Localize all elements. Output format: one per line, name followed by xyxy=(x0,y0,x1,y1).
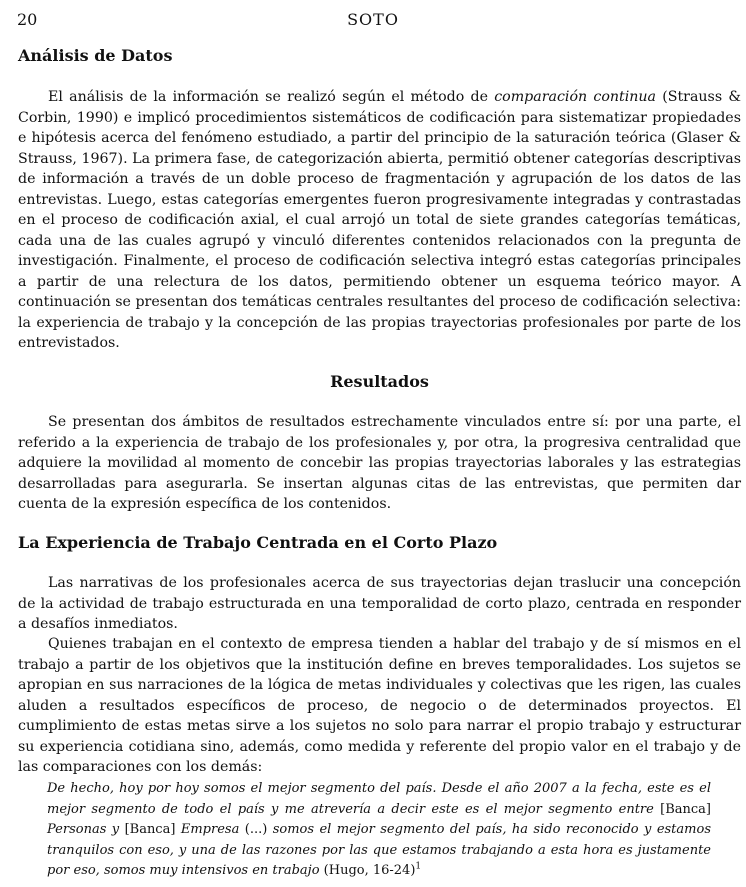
quote-citation: (Hugo, 16-24) xyxy=(323,863,416,878)
paragraph-analisis-part1: El análisis de la información se realizó según el método de xyxy=(48,89,495,105)
paragraph-analisis-emphasis: comparación continua xyxy=(494,89,656,105)
quote-bracket-banca-2: [Banca] xyxy=(124,822,176,837)
quote-ellipsis: (...) xyxy=(244,822,268,837)
running-title: SOTO xyxy=(347,10,399,29)
heading-analisis-de-datos: Análisis de Datos xyxy=(18,46,173,65)
paragraph-analisis-part2: (Strauss & Corbin, 1990) e implicó procedimientos sistemáticos de codificación para sistematizar propiedades e hipótesis acerca del fenómeno estudiado, a partir del principio de la saturación teórica (Glaser & Strauss, 1967). La primera fase, de categorización abierta, permitió obtener categorías descriptivas de información a través de un doble proceso de fragmentación y agrupación de los datos de las entrevistas. Luego, estas categorías emergentes fueron progresivamente integradas y contrastadas en el proceso de codificación axial, el cual arrojó un total de siete grandes categorías temáticas, cada una de las cuales agrupó y vinculó diferentes contenidos relacionados con la pregunta de investigación. Finalmente, el proceso de codificación selectiva integró estas categorías principales a partir de una relectura de los datos, permitiendo obtener un esquema teórico mayor. A continuación se presentan dos temáticas centrales resultantes del proceso de codificación selectiva: la experiencia de trabajo y la concepción de las propias trayectorias profesionales por parte de los entrevistados. xyxy=(18,89,741,351)
paragraph-experiencia-2: Quienes trabajan en el contexto de empresa tienden a hablar del trabajo y de sí mismos en el trabajo a partir de los objetivos que la institución define en breves temporalidades. Los sujetos se apropian en sus narraciones de la lógica de metas individuales y colectivas que les rigen, las cuales aluden a resultados específicos de proceso, de negocio o de determinados proyectos. El cumplimiento de estas metas sirve a los sujetos no solo para narrar el propio trabajo y estructurar su experiencia cotidiana sino, además, como medida y referente del propio valor en el trabajo y de las comparaciones con los demás: xyxy=(18,636,741,775)
paragraph-resultados: Se presentan dos ámbitos de resultados estrechamente vinculados entre sí: por una parte, el referido a la experiencia de trabajo de los profesionales y, por otra, la progresiva centralidad que adquiere la movilidad al momento de concebir las propias trayectorias laborales y las estrategias desarrolladas para asegurarla. Se insertan algunas citas de las entrevistas, que permiten dar cuenta de la expresión específica de los contenidos. xyxy=(18,414,741,512)
quote-part-c: Personas y xyxy=(47,822,125,837)
page-number: 20 xyxy=(17,10,38,29)
quote-bracket-banca-1: [Banca] xyxy=(660,801,711,817)
quote-part-a: De hecho, hoy por hoy somos el mejor segmento del país. Desde el año 2007 a la fecha, este es el mejor segmento de todo el país y me atrevería a decir este es el mejor segmento entre xyxy=(47,781,711,817)
paragraph-analisis xyxy=(18,87,741,354)
interview-quote xyxy=(47,779,711,882)
quote-part-d: Empresa xyxy=(175,822,245,837)
paragraph-experiencia-1: Las narrativas de los profesionales acerca de sus trayectorias dejan traslucir una concepción de la actividad de trabajo estructurada en una temporalidad de corto plazo, centrada en responder a desafíos inmediatos. xyxy=(18,575,741,632)
heading-resultados: Resultados xyxy=(330,372,429,391)
quote-part-f: somos el mejor segmento del país, ha sido reconocido y estamos tranquilos con eso, y una de las razones por las que estamos trabajando a esta hora es justamente por eso, somos muy intensivos en trabajo xyxy=(47,822,711,878)
footnote-marker: 1 xyxy=(415,861,422,872)
heading-experiencia-trabajo: La Experiencia de Trabajo Centrada en el Corto Plazo xyxy=(18,533,498,552)
